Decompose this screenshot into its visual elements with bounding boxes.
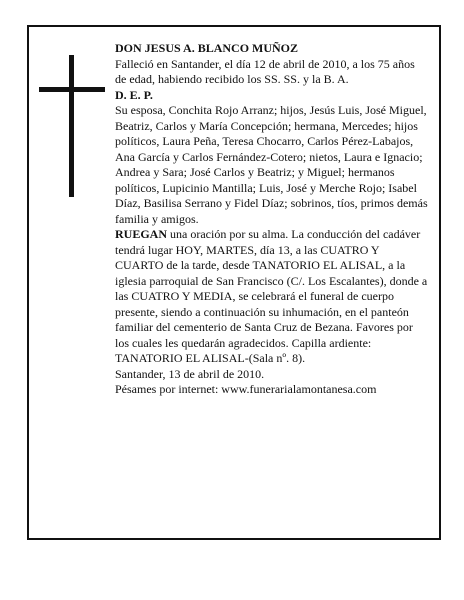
condolences-line: Pésames por internet: www.funerarialamontanesa.com [115, 382, 377, 396]
cross-horizontal-bar [39, 87, 105, 92]
funeral-details [115, 227, 429, 367]
cross-vertical-bar [69, 55, 74, 197]
funeral-text: una oración por su alma. La conducción del cadáver tendrá lugar HOY, MARTES, día 13, a las CUATRO Y CUARTO de la tarde, desde TANATORIO EL ALISAL, a la iglesia parroquial de San Francisco (C/. Los Escalantes), donde a las CUATRO Y MEDIA, se celebrará el funeral de cuerpo presente, siendo a continuación su inhumación, en el panteón familiar del cementerio de Santa Cruz de Bezana. Favores por los cuales les quedarán agradecidos. Capilla ardiente: TANATORIO EL ALISAL-(Sala nº. 8). [115, 227, 428, 365]
death-notice: Falleció en Santander, el día 12 de abril de 2010, a los 75 años de edad, habiendo recibido los SS. SS. y la B. A. [115, 56, 415, 86]
date-place: Santander, 13 de abril de 2010. [115, 366, 265, 381]
deceased-name: DON JESUS A. BLANCO MUÑOZ [115, 41, 299, 55]
rip-line: D. E. P. [115, 87, 153, 102]
family-list: Su esposa, Conchita Rojo Arranz; hijos, Jesús Luis, José Miguel, Beatriz, Carlos y María Concepción; hermana, Mercedes; hijos políticos, Laura Peña, Teresa Chocarro, Carlos Pérez-Labajos, Ana García y Carlos Fernández-Cotero; nietos, Laura e Ignacio; Andrea y Sara; José Carlos y Beatriz; y Miguel; hermanos políticos, Lupicinio Mantilla; Luis, José y Merche Rojo; Isabel Díaz, Basilisa Serrano y Fidel Díaz; sobrinos, tíos, primos demás familia y amigos. [115, 103, 428, 226]
ruegan-label: RUEGAN [115, 227, 168, 241]
obituary-notice [27, 25, 441, 540]
obituary-text [115, 41, 429, 398]
